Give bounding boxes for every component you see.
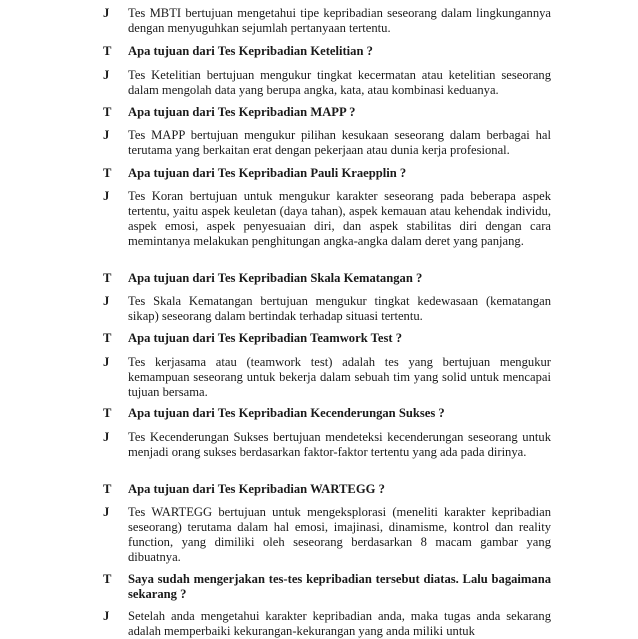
answer-text: Setelah anda mengetahui karakter kepribadian anda, maka tugas anda sekarang adalah memperbaiki kekurangan-kekurangan yang anda miliki untuk: [128, 609, 551, 638]
question-pauli-kraepplin: [103, 166, 551, 181]
question-ketelitian: [103, 44, 551, 59]
answer-pauli-kraepplin: [103, 189, 551, 249]
answer-mbti: [103, 6, 551, 36]
question-text: Apa tujuan dari Tes Kepribadian MAPP ?: [128, 105, 356, 119]
answer-kecenderungan-sukses: [103, 430, 551, 460]
question-skala-kematangan: [103, 271, 551, 286]
answer-marker: J: [103, 6, 110, 20]
answer-marker: J: [103, 68, 110, 82]
question-marker: T: [103, 105, 112, 119]
answer-next-steps: [103, 609, 551, 639]
answer-text: Tes MAPP bertujuan mengukur pilihan kesukaan seseorang dalam berbagai hal terutama yang berkaitan erat dengan pekerjaan atau dunia kerja profesional.: [128, 128, 551, 157]
question-marker: T: [103, 406, 112, 420]
answer-marker: J: [103, 609, 110, 623]
answer-teamwork-test: [103, 355, 551, 400]
question-text: Apa tujuan dari Tes Kepribadian Pauli Kraepplin ?: [128, 166, 407, 180]
question-marker: T: [103, 572, 112, 586]
question-text: Apa tujuan dari Tes Kepribadian Teamwork Test ?: [128, 331, 402, 345]
answer-text: Tes WARTEGG bertujuan untuk mengeksplorasi (meneliti karakter kepribadian seseorang) terutama dalam hal emosi, imajinasi, dinamisme, kontrol dan reality function, yang dimiliki oleh seseorang berdasarkan 8 macam gambar yang dibuatnya.: [128, 505, 551, 564]
answer-text: Tes Koran bertujuan untuk mengukur karakter seseorang pada beberapa aspek tertentu, yaitu aspek keuletan (daya tahan), aspek kemauan atau kehendak individu, aspek emosi, aspek penyesuaian diri, dan aspek stabilitas diri dengan cara memintanya melakukan penghitungan angka-angka dalam deret yang panjang.: [128, 189, 551, 248]
question-text: Apa tujuan dari Tes Kepribadian Skala Kematangan ?: [128, 271, 423, 285]
question-kecenderungan-sukses: [103, 406, 551, 421]
answer-marker: J: [103, 505, 110, 519]
question-marker: T: [103, 44, 112, 58]
answer-marker: J: [103, 355, 110, 369]
question-text: Saya sudah mengerjakan tes-tes kepribadian tersebut diatas. Lalu bagaimana sekarang ?: [128, 572, 551, 601]
question-marker: T: [103, 271, 112, 285]
question-wartegg: [103, 482, 551, 497]
question-marker: T: [103, 331, 112, 345]
answer-text: Tes Ketelitian bertujuan mengukur tingkat kecermatan atau ketelitian seseorang dalam mengolah data yang berupa angka, kata, atau kombinasi keduanya.: [128, 68, 551, 97]
answer-text: Tes Kecenderungan Sukses bertujuan mendeteksi kecenderungan seseorang untuk menjadi orang sukses berdasarkan faktor-faktor tertentu yang ada pada dirinya.: [128, 430, 551, 459]
question-next-steps: [103, 572, 551, 602]
answer-marker: J: [103, 128, 110, 142]
answer-wartegg: [103, 505, 551, 565]
answer-marker: J: [103, 294, 110, 308]
answer-text: Tes kerjasama atau (teamwork test) adalah tes yang bertujuan mengukur kemampuan seseorang untuk bekerja dalam sebuah tim yang solid untuk mencapai tujuan bersama.: [128, 355, 551, 399]
question-text: Apa tujuan dari Tes Kepribadian Kecenderungan Sukses ?: [128, 406, 445, 420]
answer-mapp: [103, 128, 551, 158]
question-text: Apa tujuan dari Tes Kepribadian Ketelitian ?: [128, 44, 373, 58]
question-teamwork-test: [103, 331, 551, 346]
answer-text: Tes Skala Kematangan bertujuan mengukur tingkat kedewasaan (kematangan sikap) seseorang dalam bertindak terhadap situasi tertentu.: [128, 294, 551, 323]
answer-marker: J: [103, 430, 110, 444]
question-mapp: [103, 105, 551, 120]
answer-marker: J: [103, 189, 110, 203]
question-text: Apa tujuan dari Tes Kepribadian WARTEGG ?: [128, 482, 385, 496]
question-marker: T: [103, 482, 112, 496]
answer-skala-kematangan: [103, 294, 551, 324]
answer-ketelitian: [103, 68, 551, 98]
question-marker: T: [103, 166, 112, 180]
answer-text: Tes MBTI bertujuan mengetahui tipe kepribadian seseorang dalam lingkungannya dengan menyuguhkan sejumlah pertanyaan tertentu.: [128, 6, 551, 35]
